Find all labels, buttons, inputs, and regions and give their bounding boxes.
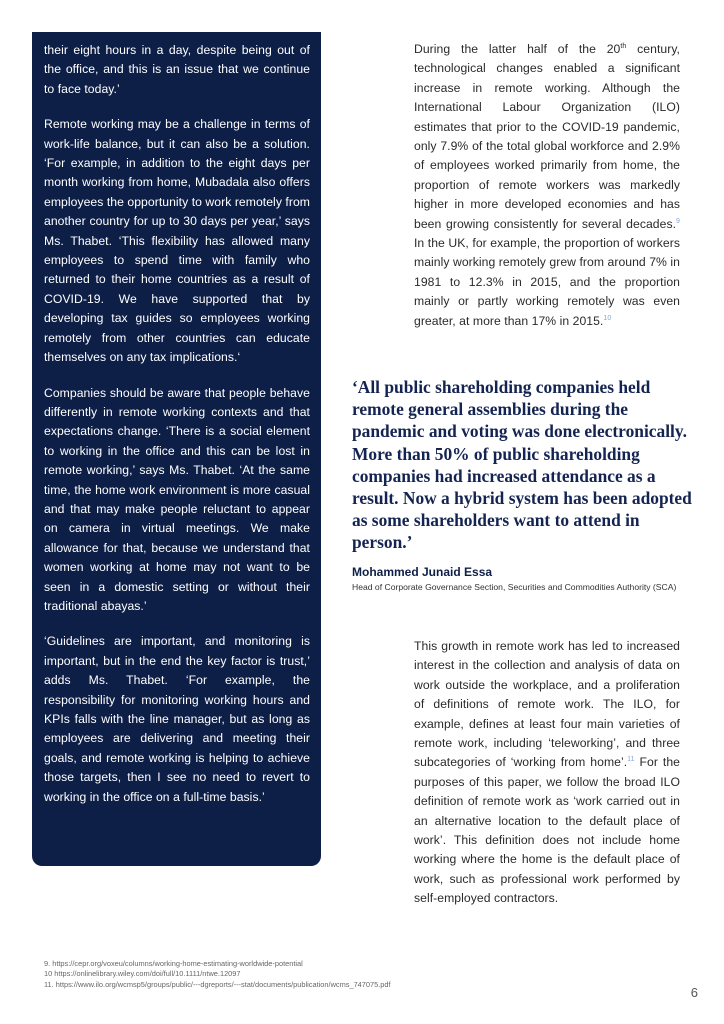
- pull-quote: ‘All public shareholding companies held remote general assemblies during the pandemic and voting was done electronically. More than 50% of public shareholding companies had increased attendance as a result. Now a hybrid system has been adopted as some shareholders want to attend in person.’: [352, 377, 692, 553]
- left-paragraph-3: Companies should be aware that people behave differently in remote working contexts and that expectations change. ‘There is a social element to working in the office and this can be lost in remote working,’ says Ms. Thabet. ‘At the same time, the home work environment is more casual and that may make people reluctant to appear on camera in virtual meetings. We make allowance for that, because we understand that women working at home may not want to be seen in a domestic setting or without their traditional abayas.’: [44, 385, 310, 613]
- footnotes: [44, 959, 664, 990]
- superscript-th: th: [620, 42, 627, 50]
- footnote-ref-11[interactable]: 11: [627, 756, 635, 764]
- footnote-10[interactable]: 10 https://onlinelibrary.wiley.com/doi/full/10.1111/ntwe.12097: [44, 969, 241, 979]
- left-paragraph-1: their eight hours in a day, despite being out of the office, and this is an issue that we continue to face today.’: [44, 43, 310, 96]
- right-paragraph-1: [414, 40, 680, 331]
- text-run: This growth in remote work has led to increased interest in the collection and analysis of data on work outside the workplace, and a proliferation of definitions of remote work. The ILO, for example, defines at least four main varieties of remote work, including ‘teleworking’, and three subcategories of ‘working from home’.: [414, 639, 680, 770]
- text-run: For the purposes of this paper, we follow the broad ILO definition of remote work as ‘work carried out in an alternative location to the default place of work’. This definition does not include home working where the home is the default place of work, such as professional work performed by self-employed contractors.: [414, 755, 680, 906]
- footnote-11[interactable]: 11. https://www.ilo.org/wcmsp5/groups/public/---dgreports/---stat/documents/publication/wcms_747075.pdf: [44, 979, 391, 989]
- right-paragraph-2: [414, 637, 680, 909]
- footnote-ref-10[interactable]: 10: [603, 314, 612, 322]
- footnote-ref-9[interactable]: 9: [676, 217, 680, 225]
- left-paragraph-4: ‘Guidelines are important, and monitoring is important, but in the end the key factor is trust,’ adds Ms. Thabet. ‘For example, the responsibility for monitoring working hours and KPIs falls with the line manager, but as long as employees are delivering and meeting their goals, and remote working is helping to achieve those targets, then I see no need to revert to working in the office on a full-time basis.’: [44, 634, 310, 804]
- right-column-bottom: [414, 637, 680, 909]
- quote-author-name: Mohammed Junaid Essa: [352, 565, 493, 579]
- text-run: In the UK, for example, the proportion of workers mainly working remotely grew from around 7% in 1981 to 12.3% in 2015, and the proportion mainly or partly working remotely was even greater, at more than 17% in 2015.: [414, 236, 680, 328]
- right-column-top: [414, 40, 680, 331]
- page-number: 6: [690, 985, 698, 1000]
- text-run: century, technological changes enabled a significant increase in remote working. Although the International Labour Organization (ILO) estimates that prior to the COVID-19 pandemic, only 7.9% of the total global workforce and 2.9% of employees worked primarily from home, the proportion of remote workers was markedly higher in more developed economies and has been growing consistently for several decades.: [414, 42, 680, 231]
- footnote-9[interactable]: 9. https://cepr.org/voxeu/columns/working-home-estimating-worldwide-potential: [44, 959, 303, 968]
- text-run: During the latter half of the 20: [414, 42, 621, 56]
- sidebar-story-panel: [32, 32, 321, 866]
- left-paragraph-2: Remote working may be a challenge in terms of work-life balance, but it can also be a solution. ‘For example, in addition to the eight days per month working from home, Mubadala also offers employees the opportunity to work remotely from another country for up to 30 days per year,’ says Ms. Thabet. ‘This flexibility has allowed many employees to spend time with family who returned to their home countries as a result of COVID-19. We have supported that by developing tax guides so employees working remotely from other countries can educate themselves on any tax implications.‘: [44, 117, 310, 365]
- quote-author-role: Head of Corporate Governance Section, Securities and Commodities Authority (SCA): [352, 582, 677, 592]
